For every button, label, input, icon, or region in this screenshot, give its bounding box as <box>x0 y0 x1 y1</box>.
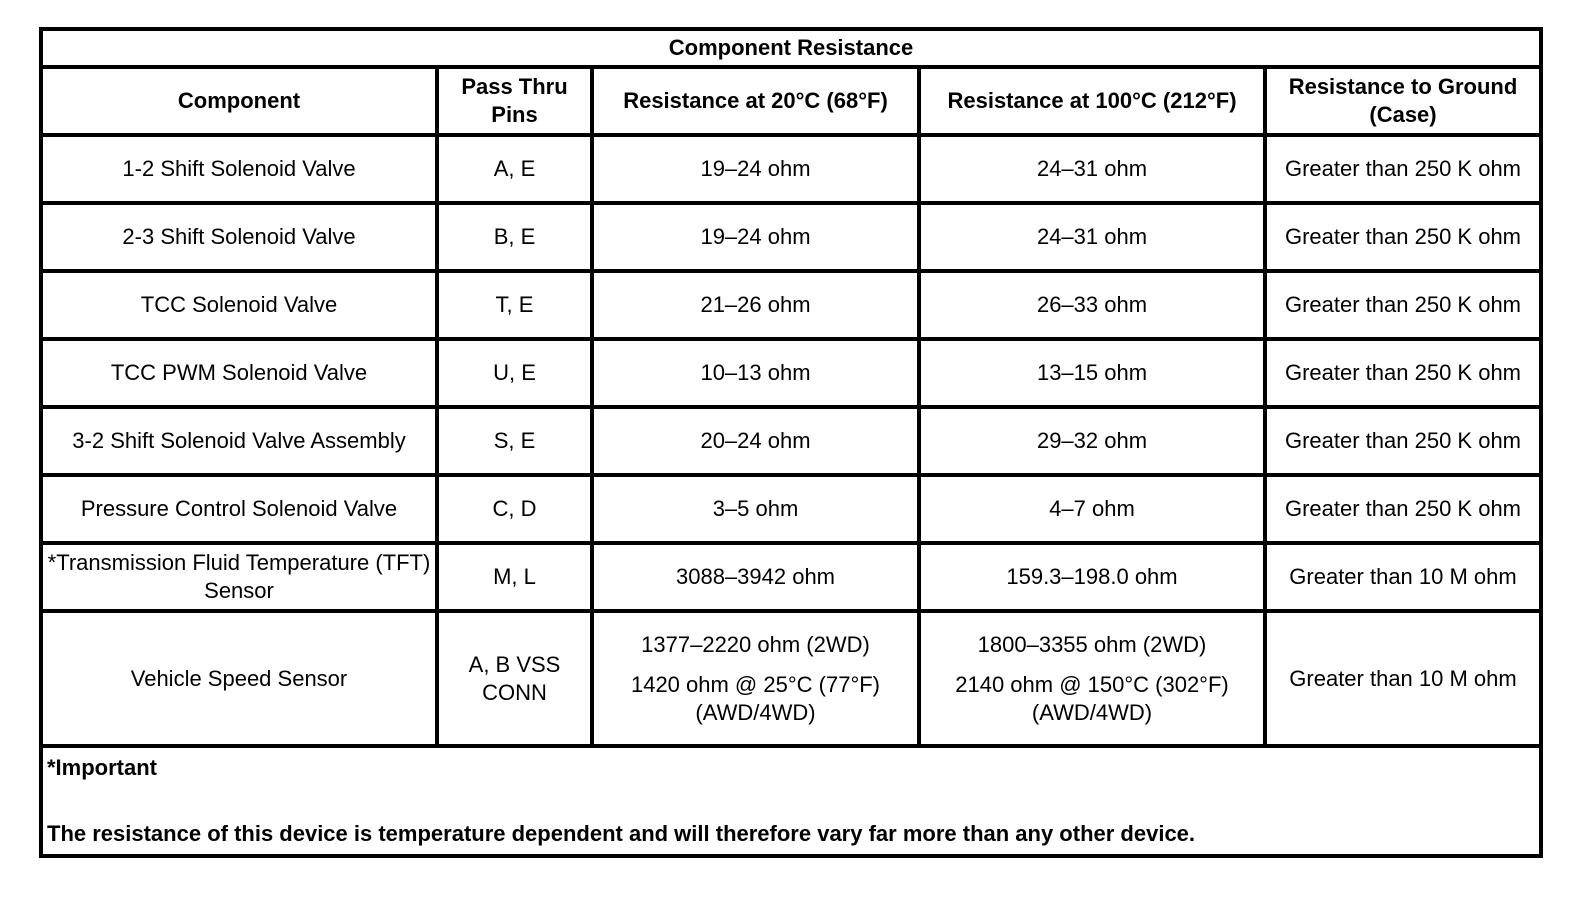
component-resistance-table <box>39 27 1543 858</box>
header-resistance-ground: Resistance to Ground (Case) <box>1265 67 1541 135</box>
cell-component: *Transmission Fluid Temperature (TFT) Sensor <box>41 543 437 611</box>
resistance-20c-2wd: 1377–2220 ohm (2WD) <box>641 631 870 657</box>
cell-resistance-ground: Greater than 250 K ohm <box>1265 135 1541 203</box>
table-row-vehicle-speed-sensor <box>41 611 1541 746</box>
cell-resistance-100c <box>919 611 1265 746</box>
header-resistance-100c: Resistance at 100°C (212°F) <box>919 67 1265 135</box>
cell-pins: U, E <box>437 339 592 407</box>
header-row <box>41 67 1541 135</box>
cell-component: TCC PWM Solenoid Valve <box>41 339 437 407</box>
cell-resistance-100c: 24–31 ohm <box>919 203 1265 271</box>
header-resistance-20c: Resistance at 20°C (68°F) <box>592 67 919 135</box>
important-note <box>41 746 1541 856</box>
table-row <box>41 407 1541 475</box>
cell-component: Pressure Control Solenoid Valve <box>41 475 437 543</box>
cell-pins: A, E <box>437 135 592 203</box>
cell-component: 3-2 Shift Solenoid Valve Assembly <box>41 407 437 475</box>
note-row <box>41 746 1541 856</box>
resistance-20c-awd: 1420 ohm @ 25°C (77°F) (AWD/4WD) <box>630 671 881 725</box>
table-row <box>41 135 1541 203</box>
table-row <box>41 543 1541 611</box>
cell-resistance-20c: 3–5 ohm <box>592 475 919 543</box>
spacer <box>925 659 1259 671</box>
cell-resistance-100c: 13–15 ohm <box>919 339 1265 407</box>
resistance-100c-2wd: 1800–3355 ohm (2WD) <box>977 631 1207 657</box>
cell-component: Vehicle Speed Sensor <box>41 611 437 746</box>
cell-resistance-ground: Greater than 250 K ohm <box>1265 475 1541 543</box>
cell-component: 2-3 Shift Solenoid Valve <box>41 203 437 271</box>
cell-resistance-20c: 21–26 ohm <box>592 271 919 339</box>
cell-pins: M, L <box>437 543 592 611</box>
cell-resistance-ground: Greater than 250 K ohm <box>1265 203 1541 271</box>
cell-pins: B, E <box>437 203 592 271</box>
cell-resistance-100c: 159.3–198.0 ohm <box>919 543 1265 611</box>
cell-resistance-ground: Greater than 10 M ohm <box>1265 611 1541 746</box>
table-row <box>41 271 1541 339</box>
cell-resistance-ground: Greater than 250 K ohm <box>1265 271 1541 339</box>
cell-resistance-ground: Greater than 250 K ohm <box>1265 339 1541 407</box>
cell-component: 1-2 Shift Solenoid Valve <box>41 135 437 203</box>
table-title: Component Resistance <box>41 29 1541 67</box>
note-heading: *Important <box>47 755 157 780</box>
header-pins: Pass Thru Pins <box>437 67 592 135</box>
cell-resistance-20c: 3088–3942 ohm <box>592 543 919 611</box>
cell-resistance-ground: Greater than 10 M ohm <box>1265 543 1541 611</box>
cell-pins: A, B VSS CONN <box>437 611 592 746</box>
note-text: The resistance of this device is temperature dependent and will therefore vary far more than any other device. <box>47 821 1196 846</box>
cell-resistance-100c: 24–31 ohm <box>919 135 1265 203</box>
cell-resistance-20c <box>592 611 919 746</box>
cell-resistance-100c: 29–32 ohm <box>919 407 1265 475</box>
table-row <box>41 339 1541 407</box>
cell-resistance-ground: Greater than 250 K ohm <box>1265 407 1541 475</box>
table-row <box>41 475 1541 543</box>
cell-pins: T, E <box>437 271 592 339</box>
cell-pins: C, D <box>437 475 592 543</box>
cell-resistance-20c: 10–13 ohm <box>592 339 919 407</box>
title-row <box>41 29 1541 67</box>
cell-resistance-100c: 4–7 ohm <box>919 475 1265 543</box>
cell-component: TCC Solenoid Valve <box>41 271 437 339</box>
component-resistance-sheet <box>39 27 1539 858</box>
header-component: Component <box>41 67 437 135</box>
table-row <box>41 203 1541 271</box>
cell-resistance-100c: 26–33 ohm <box>919 271 1265 339</box>
cell-resistance-20c: 19–24 ohm <box>592 135 919 203</box>
cell-pins: S, E <box>437 407 592 475</box>
cell-resistance-20c: 19–24 ohm <box>592 203 919 271</box>
resistance-100c-awd: 2140 ohm @ 150°C (302°F) (AWD/4WD) <box>955 671 1229 725</box>
cell-resistance-20c: 20–24 ohm <box>592 407 919 475</box>
spacer <box>598 659 913 671</box>
